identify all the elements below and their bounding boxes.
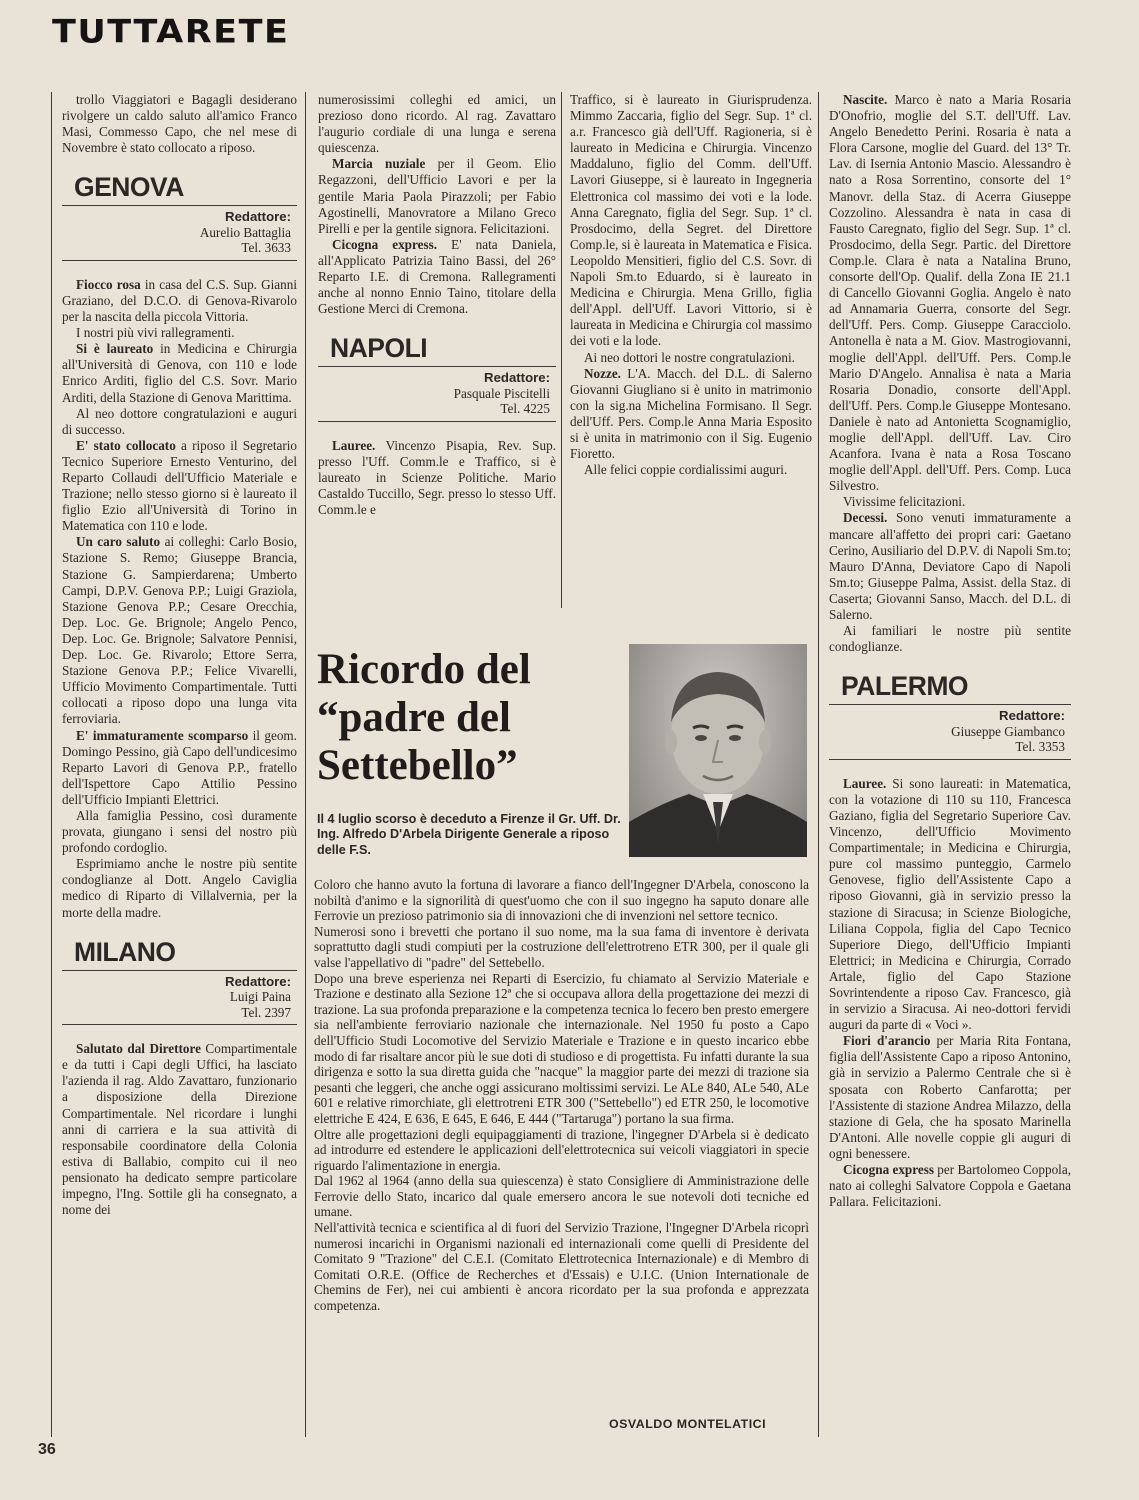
redattore-label: Redattore: [225,973,291,989]
paragraph: I nostri più vivi rallegramenti. [76,325,235,341]
paragraph-text: per Maria Rita Fontana, figlia dell'Assistente Capo a riposo Antonino, già in servizio a Palermo Centrale che si è sposata con Roberto Canfarotta; per l'Assistente di stazione Andrea Milazzo, della stazione di Gela, che ha sposato Marinella D'Antoni. Alle novelle coppie gli auguri di ogni benessere. [829,1033,1071,1161]
paragraph-text: ai colleghi: Carlo Bosio, Stazione S. Remo; Giuseppe Brancia, Stazione G. Sampierdarena; Umberto Campi, D.P.V. Genova P.P.; Luigi Graziola, Stazione Genova P.P.; Cesare Orecchia, Dep. Loc. Ge. Brignole; Angelo Penco, Dep. Loc. Ge. Brignole; Salvatore Pennisi, Dep. Loc. Ge. Rivarolo; Ettore Serra, Stazione Genova P.P.; Felice Vivarelli, Ufficio Movimento Compartimentale. Tutti collocati a riposo dopo una lunga vita ferroviaria. [62,534,297,727]
column-rule [561,92,562,608]
redattore-tel: Tel. 3353 [1015,739,1065,755]
column-rule [305,92,306,1437]
section-rule [829,759,1071,760]
redattore-name: Aurelio Battaglia [199,224,291,240]
article-paragraph: Numerosi sono i brevetti che portano il suo nome, ma la sua fama di inventore è derivata soprattutto dagli studi compiuti per la costruzione dell'elettrotreno ETR 300, per il quale gli valse l'appellativo di "padre" del Settebello. [314,923,809,970]
paragraph [62,1041,297,1218]
paragraph-head: Si è laureato [76,341,154,357]
paragraph: Ai familiari le nostre più sentite condoglianze. [829,623,1071,655]
paragraph-head: Fiori d'arancio [843,1033,931,1049]
paragraph-text: Sono venuti immaturamente a mancare all'affetto dei propri cari: Gaetano Cerino, Ausiliario del D.P.V. di Napoli Sm.to; Mauro D'Anna, Deviatore Capo di Napoli Sm.to; Giuseppe Palma, Assist. della Staz. di Caserta; Giovanni Sanso, Macch. del D.L. di Salerno. [829,510,1071,622]
paragraph [829,1162,1071,1210]
paragraph [829,510,1071,623]
paragraph [62,728,297,808]
paragraph [570,366,812,463]
portrait-illustration [629,644,807,857]
paragraph [318,156,556,236]
paragraph: Alla famiglia Pessino, così duramente provata, giungano i sensi del nostro più profondo cordoglio. [62,807,297,856]
paragraph-head: Salutato dal Direttore [76,1041,201,1057]
article-title-line: Settebello” [317,742,518,789]
paragraph-head: Decessi. [843,510,888,526]
paragraph [62,534,297,727]
redattore-block-genova [62,206,297,260]
article-paragraph: Dopo una breve esperienza nei Reparti di Esercizio, fu chiamato al Servizio Materiale e Trazione e destinato alla Sezione 12ª che si occupava allora della progettazione dei mezzi di trazione. La sua profonda preparazione e la competenza tecnica lo fecero ben presto emergere sia nell'ambiente ferroviario nazionale che internazionale. Nel 1950 fu posto a Capo dell'Ufficio Studi Locomotive del Servizio Materiale e Trazione e in questo incarico ebbe modo di far risaltare ancor più le sue doti di studioso e di progettista. Fu infatti durante la sua dirigenza e sotto la sua diretta guida che "nacque" la maggior parte dei mezzi di trazione sia pesanti che leggeri, che anche oggi assicurano moltissimi servizi. Le ALe 840, ALe 540, ALe 601 e relative rimorchiate, gli elettrotreni ETR 300 ("Settebello") ed ETR 250, le locomotive elettriche E 424, E 636, E 645, E 646, E 444 ("Tartaruga") portano la sua firma. [314,970,809,1126]
paragraph: Al neo dottore congratulazioni e auguri di successo. [62,405,297,437]
paragraph [318,237,556,317]
paragraph [318,438,556,518]
redattore-name: Giuseppe Giambanco [951,723,1065,739]
section-rule [62,260,297,261]
paragraph-head: E' stato collocato [76,437,176,453]
paragraph-head: Marcia nuziale [332,156,426,172]
section-title-napoli: NAPOLI [330,333,428,364]
article-paragraph: Nell'attività tecnica e scientifica al di fuori del Servizio Trazione, l'Ingegner D'Arbela ricoprì numerosi incarichi in Organismi nazionali ed internazionali come quelli di Presidente del Comitato 9 "Trazione" del C.E.I. (Comitato Elettrotecnica Internazionale) e di Membro di Comitati O.R.E. (Office de Recherches et d'Essais) e U.I.C. (Union Internationale de Chemins de Fer), nei cui ambienti è ancora ricordato per la sua profonda e apprezzata competenza. [314,1220,809,1314]
paragraph: Traffico, si è laureato in Giurisprudenza. Mimmo Zaccaria, figlio del Segr. Sup. 1ª cl. a.r. Francesco già dell'Uff. Ragioneria, si è laureato in Medicina e Chirurgia. Vincenzo Maddaluno, figlio del Comm. dell'Uff. Lavori Giuseppe, si è laureato in Ingegneria Elettronica col massimo dei voti e la lode. Anna Caregnato, figlia del Segr. Sup. 1ª cl. Prosdocimo, della Segret. del Direttore Comp.le, si è laureata in Matematica e Fisica. Leopoldo Mensitieri, figlio del C.S. Sovr. di Napoli Sm.to Eduardo, si è laureato in Medicina e Chirurgia. Mena Grillo, figlia dell'Appl. dell'Uff. Lavori Vittorio, si è laureata in Medicina e Chirurgia col massimo dei voti e la lode. [570,92,812,349]
paragraph-text: a riposo il Segretario Tecnico Superiore Ernesto Venturino, del Reparto Collaudi dell'Ufficio Materiale e Trazione; nello stesso giorno si è laureato il figlio Ezio all'Università di Torino in Matematica con 110 e lode. [62,437,297,534]
article-title-line: “padre del [317,694,511,741]
paragraph: Vivissime felicitazioni. [843,494,966,510]
paragraph: Alle felici coppie cordialissimi auguri. [584,462,788,478]
redattore-label: Redattore: [999,708,1065,724]
paragraph-head: Cicogna express. [332,236,438,252]
paragraph [829,776,1071,1034]
paragraph-text: L'A. Macch. del D.L. di Salerno Giovanni Giugliano si è unito in matrimonio con la sig.na Michelina Formisano. Il Segr. dell'Uff. Pers. Comp.le Anna Maria Esposito si è unita in matrimonio con il Sig. Eugenio Fioretto. [570,365,812,462]
paragraph-head: E' immaturamente scomparso [76,727,249,743]
column-2 [318,92,556,518]
paragraph-head: Cicogna express [843,1162,934,1178]
article-body [314,877,809,1314]
masthead: TUTTARETE [52,14,290,51]
redattore-tel: Tel. 4225 [500,401,550,417]
paragraph-head: Fiocco rosa [76,276,141,292]
portrait-photo [629,644,807,857]
redattore-name: Pasquale Piscitelli [453,385,550,401]
paragraph [829,92,1071,494]
paragraph-text: per Bartolomeo Coppola, nato ai colleghi Salvatore Coppola e Gaetana Pallara. Felicitazioni. [829,1162,1071,1210]
section-rule [62,1024,297,1025]
redattore-tel: Tel. 2397 [241,1004,291,1020]
paragraph-text: Marco è nato a Maria Rosaria D'Onofrio, moglie del S.T. dell'Uff. Lav. Angelo Benedetto Perini. Rosaria è nata a Flora Carsone, moglie del Guard. del 13° Tr. Lav. di Isernia Antonio Mascio. Alessandro è nato a Rosa Sorrentino, consorte del 1° Manovr. della Staz. di Acerra Giuseppe Cozzolino. Alessandra è nata in casa di Fausto Caregnato, figlio del Segr. Sup. 1ª cl. Prosdocimo, della Segr. Partic. del Direttore Comp.le. Clara è nata a Natalina Bruno, consorte dell'Op. Qualif. della Zona IE 21.1 di Cancello Giovanni Goglia. Angelo è nato ad Annamaria Guerra, consorte del Segr. dell'Uff. Pers. Comp. Giuseppe Caracciolo. Antonella è nata a M. Giov. Mastrogiovanni, moglie dell'Appl. dell'Uff. Pers. Comp.le Mario D'Angelo. Annalisa è nata a Maria Rosaria Donadio, consorte dell'Appl. dell'Uff. Pers. Comp.le Giuseppe Montesano. Daniele è nato ad Antonietta Scognamiglio, moglie dell'Appl. dell'Uff. Lav. Ciro Acanfora. Ivana è nata a Rosa Toscano moglie dell'Appl. dell'Uff. Pers. Comp. Luca Silvestro. [829,92,1071,494]
paragraph: Esprimiamo anche le nostre più sentite condoglianze al Dott. Angelo Caviglia medico di Riparto di Villalvernia, per la morte della madre. [62,856,297,920]
paragraph-head: Nascite. [843,92,888,107]
redattore-label: Redattore: [484,370,550,386]
section-rule [318,421,556,422]
article-byline: OSVALDO MONTELATICI [609,1417,767,1431]
column-1 [62,92,297,1218]
paragraph-head: Un caro saluto [76,534,161,550]
column-rule [51,92,52,1437]
article-title-line: Ricordo del [317,646,531,693]
redattore-block-milano [62,971,297,1025]
paragraph: Ai neo dottori le nostre congratulazioni. [584,349,795,365]
intro-paragraph: trollo Viaggiatori e Bagagli desiderano rivolgere un caldo saluto all'amico Franco Masi, Commesso Capo, che nel mese di Novembre è stato collocato a riposo. [62,92,297,156]
redattore-name: Luigi Paina [229,989,291,1005]
paragraph-head: Nozze. [584,365,621,381]
paragraph [62,277,297,325]
paragraph [829,1033,1071,1162]
paragraph-text: in Medicina e Chirurgia all'Università di Genova, con 110 e lode Enrico Arditi, figlio del C.S. Sovr. Mario Arditi, della Stazione di Genova Marittima. [62,341,298,405]
paragraph-text: E' nata Daniela, all'Applicato Patrizia Taino Bassi, del 26° Reparto I.E. di Cremona. Rallegramenti anche al nonno Ennio Taino, titolare della Gestione Merci di Cremona. [318,236,557,317]
paragraph: numerosissimi colleghi ed amici, un prezioso dono ricordo. Al rag. Zavattaro l'augurio cordiale di una lunga e serena quiescenza. [318,92,556,156]
redattore-block-napoli [318,367,556,421]
section-title-milano: MILANO [74,936,176,967]
page-number: 36 [38,1441,56,1458]
paragraph-text: Vincenzo Pisapia, Rev. Sup. presso l'Uff. Comm.le e Traffico, si è laureato in Scienze Politiche. Mario Castaldo Tuccillo, Segr. presso lo stesso Uff. Comm.le e [318,437,556,518]
article-paragraph: Dal 1962 al 1964 (anno della sua quiescenza) è stato Consigliere di Amministrazione delle Ferrovie dello Stato, incarico dal quale emersero ancora le sue notevoli doti tecniche ed umane. [314,1173,809,1220]
article-subtitle: Il 4 luglio scorso è deceduto a Firenze il Gr. Uff. Dr. Ing. Alfredo D'Arbela Dirigente Generale a riposo delle F.S. [317,812,621,857]
paragraph-text: per il Geom. Elio Regazzoni, dell'Ufficio Lavori e per la gentile Maria Paola Pirazzoli; per Fabio Agostinelli, Manovratore a Milano Greco Pirelli e per la gentile signora. Felicitazioni. [318,156,556,236]
column-rule [818,92,819,1437]
article-paragraph: Coloro che hanno avuto la fortuna di lavorare a fianco dell'Ingegner D'Arbela, conoscono la nobiltà d'animo e la signorilità di quest'uomo che con il suo ingegno ha saputo donare alle Ferrovie un prezioso patrimonio sia di innovazioni che di invenzioni nel settore tecnico. [314,877,809,924]
paragraph [62,341,297,405]
redattore-block-palermo [829,705,1071,759]
column-3 [570,92,812,478]
paragraph-text: in casa del C.S. Sup. Gianni Graziano, del D.C.O. di Genova-Rivarolo per la nascita della piccola Vittoria. [62,276,297,325]
paragraph-head: Lauree. [332,437,376,453]
paragraph-head: Lauree. [843,775,887,791]
redattore-tel: Tel. 3633 [241,240,291,256]
paragraph-text: Compartimentale e da tutti i Capi degli Uffici, ha lasciato l'azienda il rag. Aldo Zavattaro, funzionario a disposizione della Direzione Compartimentale. Nel ricordare i lunghi anni di carriera e la sua attività di responsabile coordinatore della Colonia estiva di Ballabio, compito cui il neo pensionato ha dedicato sempre particolare impegno, l'Ing. Sottile gli ha consegnato, a nome dei [62,1041,297,1218]
paragraph [62,438,297,535]
column-4 [829,92,1071,1210]
redattore-label: Redattore: [225,209,291,225]
article-title [317,646,617,790]
article-paragraph: Oltre alle progettazioni degli equipaggiamenti di trazione, l'ingegner D'Arbela si è dedicato ad introdurre ed estendere le applicazioni dell'elettrotecnica sui veicoli viaggiatori in specie riguardo l'alimentazione in energia. [314,1126,809,1173]
paragraph-text: Si sono laureati: in Matematica, con la votazione di 110 su 110, Francesca Gaziano, figlia del Segretario Superiore Cav. Vincenzo, dell'Ufficio Movimento Compartimentale; in Medicina e Chirurgia, pure col massimo punteggio, Carmelo Genovese, figlio dell'Assistente Capo a riposo Giovanni, già in servizio presso la stazione di Siracusa; in Scienze Biologiche, Liliana Coppola, figlia del Capo Tecnico Superiore Diego, dell'Ufficio Impianti Elettrici; in Medicina e Chirurgia, Corrado Artale, figlio del Capo Stazione Sovrintendente a riposo Cav. Francesco, già in servizio a Siracusa. Ai neo-dottori fervidi auguri da parte di « Voci ». [829,775,1071,1033]
paragraph-text: il geom. Domingo Pessino, già Capo dell'undicesimo Reparto Lavori di Genova P.P., fratello dell'Ispettore Capo Attilio Pessino dell'Ufficio Impianti Elettrici. [62,727,297,807]
section-title-genova: GENOVA [74,172,184,203]
section-title-palermo: PALERMO [841,671,969,702]
